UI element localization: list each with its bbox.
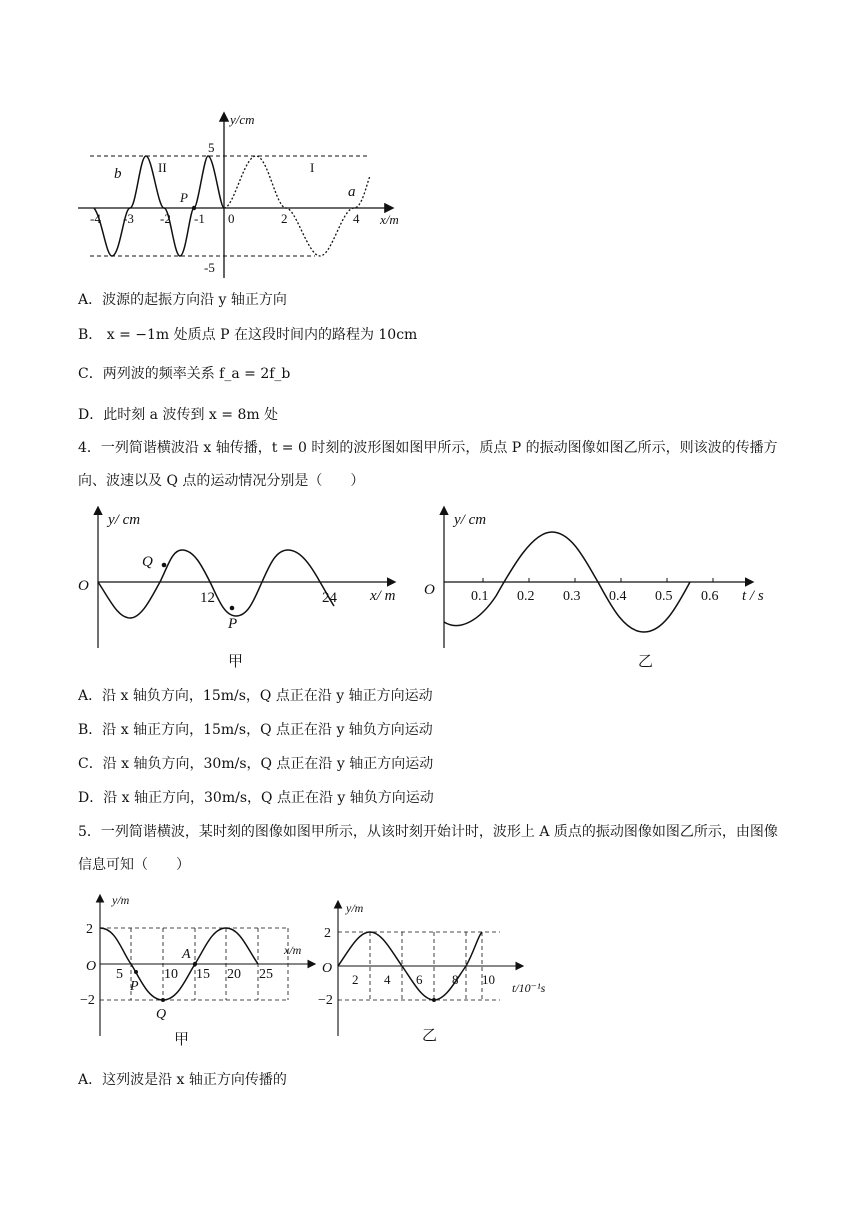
x-tick: 5	[116, 967, 123, 982]
q4-option-c: C．沿 x 轴负方向，30m/s，Q 点正在沿 y 轴正方向运动	[78, 756, 434, 772]
x-tick: 24	[322, 590, 337, 606]
x-tick: 8	[452, 972, 459, 987]
x-axis-label: x/m	[380, 212, 399, 227]
x-axis-label: t / s	[742, 588, 764, 604]
x-tick: 0.2	[517, 589, 535, 604]
x-tick: 0.6	[701, 589, 719, 604]
q3-option-b: B． x = −1m 处质点 P 在这段时间内的路程为 10cm	[78, 327, 418, 343]
figure-caption: 乙	[638, 654, 654, 670]
origin-label: O	[424, 582, 435, 598]
q4-option-b: B．沿 x 轴正方向，15m/s，Q 点正在沿 y 轴负方向运动	[78, 722, 433, 738]
x-tick: 0.5	[655, 589, 673, 604]
vibration-figure-q5-right	[316, 896, 556, 1046]
wave-figure-q5-left	[82, 890, 332, 1050]
x-axis-label: x/m	[284, 943, 302, 957]
y-axis-label: y/m	[346, 901, 364, 915]
q3-option-a: A．波源的起振方向沿 y 轴正方向	[78, 292, 287, 308]
x-tick: -3	[123, 211, 134, 226]
y-axis-label: y/cm	[230, 112, 255, 127]
x-tick: 4	[353, 211, 360, 226]
region-label-1: I	[310, 160, 315, 175]
q4-option-d: D．沿 x 轴正方向，30m/s，Q 点正在沿 y 轴负方向运动	[78, 790, 434, 806]
y-tick: −2	[318, 993, 333, 1008]
x-tick: 0.1	[471, 589, 489, 604]
x-tick: -2	[160, 211, 171, 226]
y-axis-label: y/ cm	[108, 512, 141, 528]
x-axis-label: x/ m	[370, 588, 396, 604]
y-tick: 2	[86, 922, 93, 937]
wave-a-label: a	[348, 184, 356, 200]
q5-stem: 5．一列简谐横波，某时刻的图像如图甲所示，从该时刻开始计时，波形上 A 质点的振动图像如图乙所示，由图像信息可知（ ）	[78, 824, 778, 873]
x-tick: 10	[164, 967, 178, 982]
x-tick: 4	[384, 972, 391, 987]
x-tick: 25	[259, 967, 273, 982]
y-axis-label: y/m	[112, 893, 130, 907]
q3-option-c: C．两列波的频率关系 f_a = 2f_b	[78, 366, 291, 382]
point-p-label: P	[130, 979, 139, 994]
q3-option-d: D．此时刻 a 波传到 x = 8m 处	[78, 407, 279, 423]
y-tick: 2	[324, 926, 331, 941]
x-tick: 0.3	[563, 589, 581, 604]
x-tick: -4	[90, 211, 101, 226]
x-tick: 0.4	[609, 589, 627, 604]
figure-caption: 甲	[174, 1032, 190, 1048]
x-tick: 6	[416, 972, 423, 987]
x-tick: 15	[196, 967, 210, 982]
q4-stem: 4．一列简谐横波沿 x 轴传播，t = 0 时刻的波形图如图甲所示，质点 P 的振动图像如图乙所示，则该波的传播方向、波速以及 Q 点的运动情况分别是（ ）	[78, 440, 778, 489]
origin-label: O	[78, 578, 89, 594]
vibration-figure-q4-right	[420, 500, 780, 670]
q4-option-a: A．沿 x 轴负方向，15m/s，Q 点正在沿 y 轴正方向运动	[78, 688, 433, 704]
point-q-label: Q	[156, 1007, 167, 1022]
x-tick: 12	[200, 590, 215, 606]
point-p-label: P	[228, 616, 238, 632]
y-tick-top: 5	[208, 140, 215, 155]
x-tick: 0	[228, 211, 235, 226]
y-axis-label: y/ cm	[454, 512, 487, 528]
x-tick: 20	[227, 967, 241, 982]
wave-b-label: b	[114, 166, 122, 182]
q5-option-a: A．这列波是沿 x 轴正方向传播的	[78, 1072, 287, 1088]
x-tick: 2	[281, 211, 288, 226]
x-tick: -1	[194, 211, 205, 226]
point-q-label: Q	[142, 554, 153, 570]
figure-caption: 乙	[422, 1028, 438, 1044]
wave-figure-q3	[70, 108, 430, 288]
origin-label: O	[322, 961, 333, 976]
y-tick-bottom: -5	[204, 260, 215, 275]
region-label-2: II	[158, 160, 167, 175]
x-axis-label: t/10⁻¹s	[512, 981, 546, 995]
x-tick: 10	[482, 972, 495, 987]
y-tick: −2	[80, 993, 95, 1008]
wave-figure-q4-left	[74, 500, 404, 670]
x-tick: 2	[352, 972, 359, 987]
figure-caption: 甲	[228, 654, 244, 670]
point-p-label: P	[180, 190, 188, 205]
point-a-label: A	[182, 947, 191, 962]
origin-label: O	[86, 959, 97, 974]
